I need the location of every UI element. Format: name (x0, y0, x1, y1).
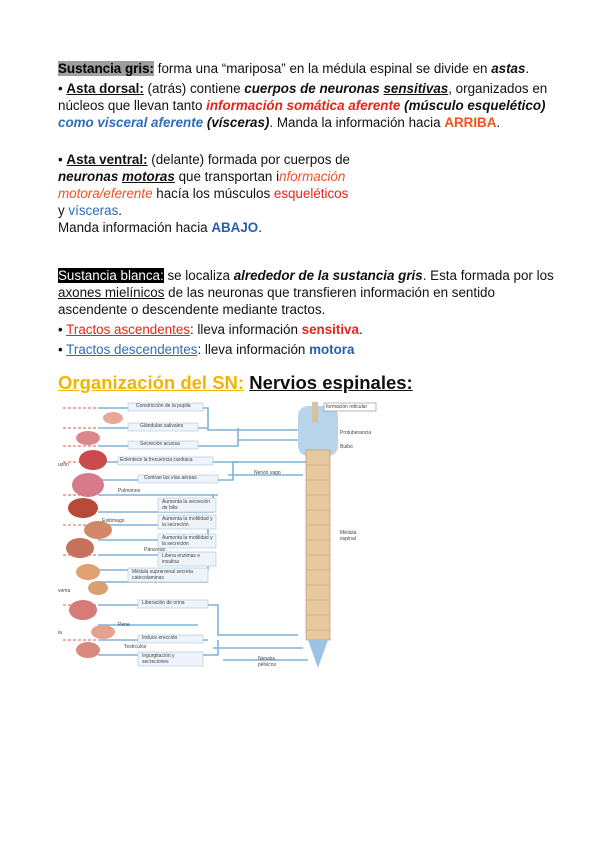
ventral-horn-term: Asta ventral: (66, 152, 148, 167)
section-heading: Organización del SN: Nervios espinales: (58, 372, 413, 393)
gray-matter-term: Sustancia gris: (58, 61, 154, 76)
ventral-horn-paragraph: • Asta ventral: (delante) formada por cuerpos de neuronas motoras que transportan información motora/eferente hacía los músculos esqueléticos y vísceras. Manda información hacia ABAJO. (58, 152, 351, 235)
nervous-system-figure: Constricción de la pupila Glándulas salivales Secreción acuosa Enlentece la frecuencia cardíaca Contrae las vías aéreas Pulmones Aumenta la secreción de bilis Aumenta la motilidad y la secreción Estómago Aumenta la motilidad y la secreción Páncreas Libera enzimas e insulina Médula suprarrenal secreta catecolaminas Liberación de orina Pene Induce erección Testículos Ingurgitación y secreciones formación reticular Protuberancia Bulbo Nervio vago Médula espinal Nervios pélvicos uzón vema ia (58, 400, 378, 672)
ascending-tracts-item: • Tractos ascendentes: lleva información sensitiva. (58, 322, 363, 337)
organ-illustrations (66, 412, 123, 658)
gray-matter-paragraph: Sustancia gris: forma una “mariposa” en la médula espinal se divide en astas. (58, 61, 530, 76)
white-matter-term: Sustancia blanca: (58, 268, 164, 283)
spinal-nerves-diagram (58, 400, 378, 672)
dorsal-horn-paragraph: • Asta dorsal: (atrás) contiene cuerpos de neuronas sensitivas, organizados en núcleos que llevan tanto información somática aferente (músculo esquelético) como visceral aferente (vísceras). Manda la información hacia ARRIBA. (58, 81, 548, 130)
spinal-cord (298, 402, 338, 668)
dorsal-horn-term: Asta dorsal: (66, 81, 144, 96)
white-matter-paragraph: Sustancia blanca: se localiza alrededor de la sustancia gris. Esta formada por los axones mielínicos de las neuronas que transfieren información en sentido ascendente o descendente mediante tractos. • Tractos ascendentes: lleva información sensitiva. • Tractos descendentes: lleva información motora (58, 268, 554, 357)
descending-tracts-item: • Tractos descendentes: lleva información motora (58, 342, 355, 357)
